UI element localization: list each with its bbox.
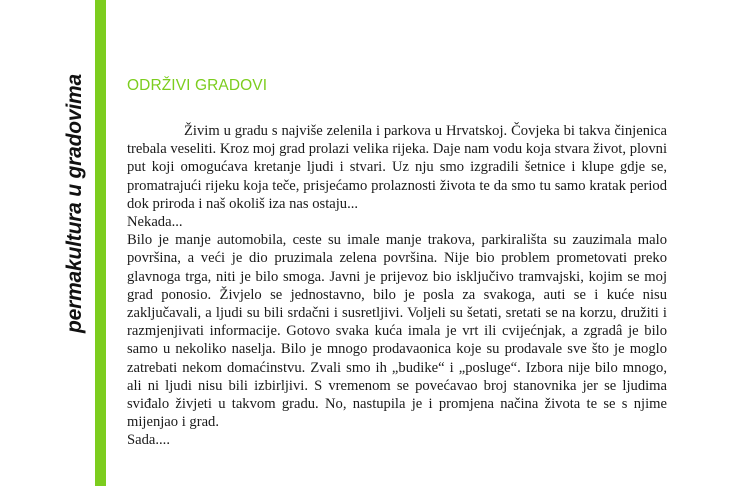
intro-paragraph: Živim u gradu s najviše zelenila i parkova u Hrvatskoj. Čovjeka bi takva činjenica trebala veseliti. Kroz moj grad prolazi velika rijeka. Daje nam vodu koja stvara život, plovni put koji omogućava kretanje ljudi i stvari. Uz nju smo izgradili šetnice i klupe gdje se, promatrajući rijeku koja teče, prisjećamo prolaznosti života te da smo tu samo kratak period dok priroda i naš okoliš iza nas ostaju...	[127, 123, 667, 212]
vertical-section-title: permakultura u gradovima	[63, 74, 86, 333]
sada-label: Sada....	[127, 432, 170, 449]
article-body	[127, 122, 667, 450]
article-heading: ODRŽIVI GRADOVI	[127, 77, 268, 94]
nekada-label: Nekada...	[127, 214, 183, 231]
accent-bar	[95, 0, 106, 486]
nekada-paragraph: Bilo je manje automobila, ceste su imale manje trakova, parkirališta su zauzimala malo površina, a veći je dio pruzimala zelena površina. Nije bio problem prometovati preko glavnoga trga, niti je bilo smoga. Javni je prijevoz bio isključivo tramvajski, kojim se moj grad ponosio. Živjelo se jednostavno, bilo je posla za svakoga, auti se i kuće nisu zaključavali, a ljudi su bili srdačni i susretljivi. Voljeli su šetati, sretati se na korzu, družiti i razmjenjivati informacije. Gotovo svaka kuća imala je vrt ili cvijećnjak, a zgradâ je bilo samo u nekoliko naselja. Bilo je mnogo prodavaonica koje su prodavale sve što je moglo zatrebati nekom domaćinstvu. Zvali smo ih „budike“ i „posluge“. Izbora nije bilo mnogo, ali ni ljudi nisu bili izbirljivi. S vremenom se povećavao broj stanovnika jer se ljudima sviđalo živjeti u takvom gradu. No, nastupila je i promjena načina života te se s njime mijenjao i grad.	[127, 232, 667, 431]
